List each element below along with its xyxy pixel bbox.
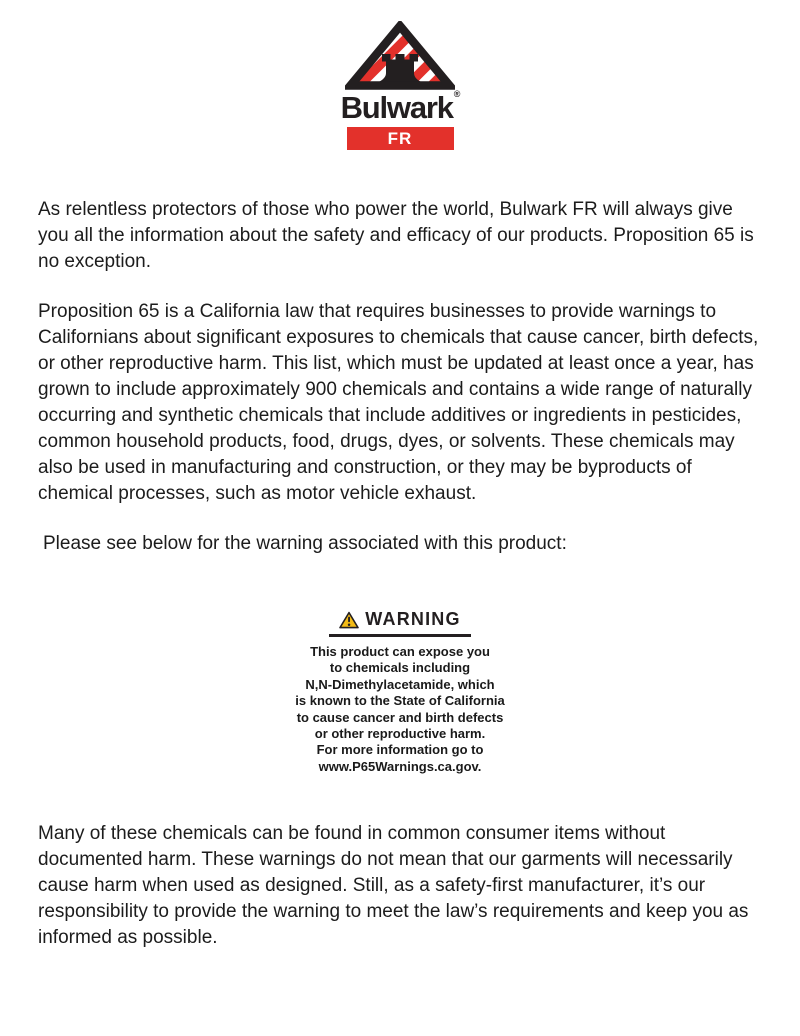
warning-line: This product can expose you [310,644,490,659]
registered-mark: ® [453,89,461,99]
warning-heading-text: WARNING [365,609,461,629]
see-below-paragraph: Please see below for the warning associated with this product: [43,533,567,554]
prop65-paragraph: Proposition 65 is a California law that requires businesses to provide warnings to Californians about significant exposures to chemicals that cause cancer, birth defects, or other reproductive harm. This list, which must be updated at least once a year, has grown to include approximately 900 chemicals and contains a wide range of naturally occurring and synthetic chemicals that include additives or ingredients in pesticides, common household products, food, drugs, dyes, or solvents. These chemicals may also be used in manufacturing and construction, or they may be byproducts of chemical processes, such as motor vehicle exhaust. [38,301,759,504]
warning-text [255,644,545,775]
bulwark-logo [0,0,800,150]
bulwark-triangle-castle-icon [345,21,455,91]
closing-copy [0,821,800,951]
warning-underline [329,634,471,637]
body-copy [0,197,800,557]
warning-heading [255,609,545,630]
brand-wordmark [340,89,461,125]
warning-line: is known to the State of California [295,693,505,709]
warning-line: www.P65Warnings.ca.gov. [318,758,482,774]
closing-paragraph: Many of these chemicals can be found in common consumer items without documented harm. These warnings do not mean that our garments will necessarily cause harm when used as designed. Still, as a safety-first manufacturer, it’s our responsibility to provide the warning to meet the law’s requirements and keep you as informed as possible. [38,823,749,949]
prop65-warning-label [255,609,545,775]
warning-triangle-icon [339,611,359,629]
brand-text: Bulwark [340,90,453,125]
warning-line: or other reproductive harm. [314,726,486,742]
warning-line: N,N-Dimethylacetamide, which [305,676,495,692]
warning-line: to cause cancer and birth defects [296,709,504,725]
warning-line: For more information go to [316,742,484,758]
fr-badge [347,127,454,150]
fr-badge-label: FR [387,128,413,148]
warning-line: to chemicals including [329,660,471,676]
intro-paragraph: As relentless protectors of those who power the world, Bulwark FR will always give you all the information about the safety and efficacy of our products. Proposition 65 is no exception. [38,199,754,272]
